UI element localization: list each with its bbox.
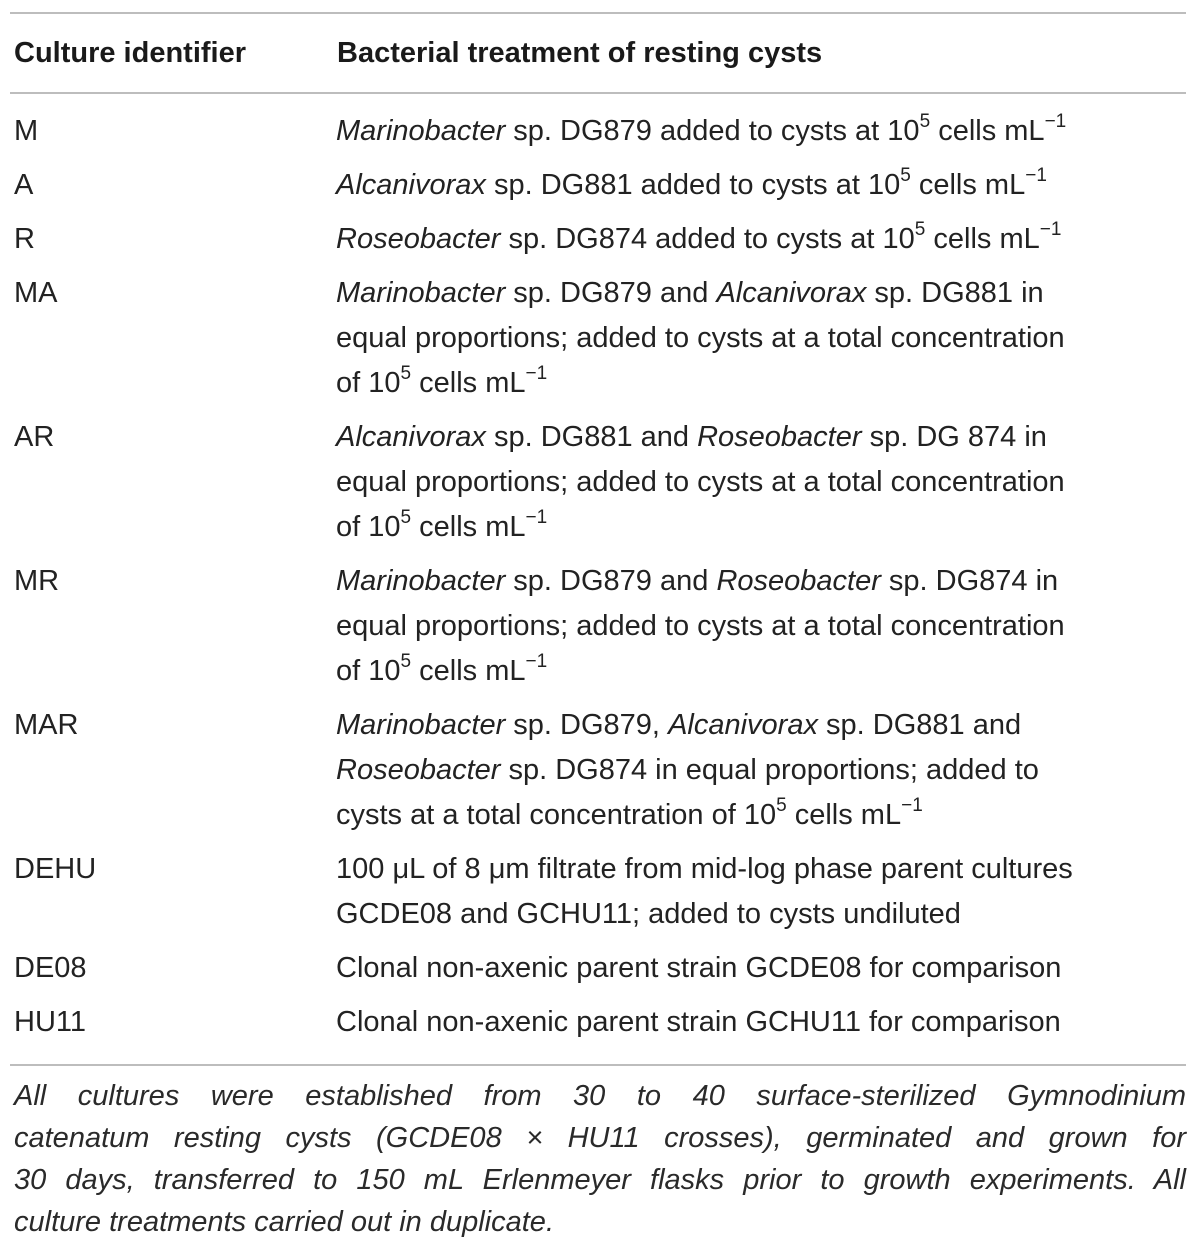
text-segment: sp. DG879 and: [505, 277, 717, 309]
treatment-line: [336, 415, 1186, 460]
culture-id: AR: [14, 421, 55, 453]
treatment-line: [336, 505, 1186, 550]
genus-name: Marinobacter: [336, 709, 506, 741]
culture-id: HU11: [14, 1006, 86, 1038]
footnote-line: catenatum resting cysts (GCDE08 × HU11 crosses), germinated and grown for: [14, 1122, 1186, 1154]
treatment-line: [336, 271, 1186, 316]
text-segment: sp. DG879 added to cysts at 10: [505, 115, 920, 147]
superscript: −1: [1025, 165, 1047, 187]
superscript: 5: [400, 363, 412, 385]
treatment-line: [336, 217, 1186, 262]
text-segment: sp. DG881 in: [866, 277, 1044, 309]
text-segment: sp. DG881 added to cysts at 10: [485, 169, 901, 201]
treatment-line: [336, 703, 1186, 748]
treatment-description: [336, 109, 1186, 154]
text-segment: cells mL: [411, 511, 526, 543]
treatment-line: [336, 361, 1186, 406]
genus-name: Roseobacter: [336, 223, 501, 255]
text-segment: GCDE08 and GCHU11; added to cysts undiluted: [336, 898, 961, 930]
text-segment: sp. DG879 and: [505, 565, 717, 597]
footnote-line: culture treatments carried out in duplicate.: [14, 1206, 554, 1238]
treatment-description: [336, 847, 1186, 937]
genus-name: Alcanivorax: [336, 169, 486, 201]
culture-id: A: [14, 169, 34, 201]
genus-name: Alcanivorax: [716, 277, 867, 309]
superscript: 5: [919, 111, 931, 133]
culture-id: DE08: [14, 952, 87, 984]
text-segment: cells mL: [411, 655, 526, 687]
treatment-description: [336, 415, 1186, 550]
text-segment: sp. DG874 in: [880, 565, 1059, 597]
genus-name: Marinobacter: [336, 565, 506, 597]
treatment-line: [336, 946, 1186, 991]
text-segment: equal proportions; added to cysts at a total concentration: [336, 610, 1065, 642]
text-segment: cells mL: [411, 367, 526, 399]
treatment-line: [336, 559, 1186, 604]
treatment-line: [336, 892, 1186, 937]
text-segment: of 10: [336, 655, 401, 687]
text-segment: cells mL: [925, 223, 1040, 255]
superscript: 5: [400, 507, 412, 529]
treatment-line: [336, 748, 1186, 793]
text-segment: of 10: [336, 367, 401, 399]
superscript: 5: [400, 651, 412, 673]
text-segment: cysts at a total concentration of 10: [336, 799, 777, 831]
treatment-line: [336, 316, 1186, 361]
top-rule: [10, 12, 1186, 14]
footnote-line: All cultures were established from 30 to 40 surface-sterilized Gymnodinium: [14, 1080, 1186, 1112]
text-segment: sp. DG881 and: [817, 709, 1022, 741]
genus-name: Alcanivorax: [668, 709, 818, 741]
treatment-line: [336, 604, 1186, 649]
treatment-line: [336, 163, 1186, 208]
culture-id: R: [14, 223, 35, 255]
culture-id: MAR: [14, 709, 79, 741]
text-segment: cells mL: [910, 169, 1026, 201]
superscript: −1: [1039, 219, 1062, 241]
text-segment: 100 μL of 8 μm filtrate from mid-log phase parent cultures: [336, 853, 1073, 885]
treatment-line: [336, 1000, 1186, 1045]
treatment-description: [336, 217, 1186, 262]
superscript: 5: [900, 165, 911, 187]
superscript: 5: [914, 219, 926, 241]
treatment-description: [336, 559, 1186, 694]
column-header-culture-identifier: Culture identifier: [14, 37, 247, 69]
text-segment: sp. DG874 added to cysts at 10: [500, 223, 915, 255]
genus-name: Marinobacter: [336, 115, 506, 147]
genus-name: Roseobacter: [716, 565, 881, 597]
treatment-line: [336, 847, 1186, 892]
culture-id: MA: [14, 277, 58, 309]
text-segment: cells mL: [930, 115, 1045, 147]
treatment-description: [336, 1000, 1186, 1045]
superscript: −1: [1044, 111, 1067, 133]
text-segment: sp. DG 874 in: [861, 421, 1047, 453]
treatment-line: [336, 793, 1186, 838]
superscript: −1: [901, 795, 923, 817]
treatment-description: [336, 271, 1186, 406]
treatment-description: [336, 946, 1186, 991]
culture-id: MR: [14, 565, 60, 597]
text-segment: equal proportions; added to cysts at a total concentration: [336, 466, 1065, 498]
genus-name: Roseobacter: [336, 754, 501, 786]
text-segment: equal proportions; added to cysts at a total concentration: [336, 322, 1065, 354]
header-rule: [10, 92, 1186, 94]
treatment-line: [336, 460, 1186, 505]
text-segment: Clonal non-axenic parent strain GCHU11 for comparison: [336, 1006, 1061, 1038]
superscript: 5: [776, 795, 787, 817]
treatment-description: [336, 703, 1186, 838]
footnote-line: 30 days, transferred to 150 mL Erlenmeyer flasks prior to growth experiments. All: [14, 1164, 1186, 1196]
text-segment: sp. DG879,: [505, 709, 669, 741]
text-segment: sp. DG874 in equal proportions; added to: [500, 754, 1039, 786]
superscript: −1: [525, 363, 548, 385]
culture-id: M: [14, 115, 39, 147]
text-segment: of 10: [336, 511, 401, 543]
treatment-line: [336, 649, 1186, 694]
text-segment: sp. DG881 and: [485, 421, 698, 453]
text-segment: Clonal non-axenic parent strain GCDE08 for comparison: [336, 952, 1062, 984]
genus-name: Roseobacter: [697, 421, 862, 453]
table-footnote: [14, 1075, 1186, 1243]
treatment-line: [336, 109, 1186, 154]
column-header-bacterial-treatment: Bacterial treatment of resting cysts: [337, 37, 823, 69]
genus-name: Alcanivorax: [336, 421, 486, 453]
culture-id: DEHU: [14, 853, 97, 885]
text-segment: cells mL: [786, 799, 902, 831]
superscript: −1: [525, 651, 548, 673]
genus-name: Marinobacter: [336, 277, 506, 309]
bottom-rule: [10, 1064, 1186, 1066]
treatment-description: [336, 163, 1186, 208]
superscript: −1: [525, 507, 548, 529]
